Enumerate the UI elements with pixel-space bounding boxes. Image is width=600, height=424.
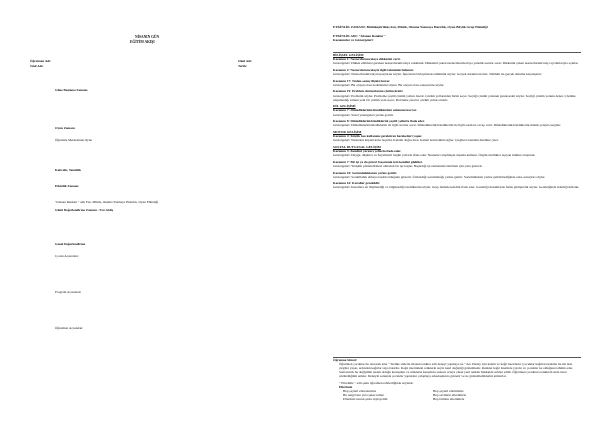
goal-k16-text: Göstergeleri: Kurallara ait bilgilendiği ve bilgilendiği özelliklerini söyler. Grup önünde kendini ifade eder. Gerektiği durumlarda farklı görüşlerini söyler. Gerektiğinde liderliği üstlenir.	[333, 185, 580, 190]
eval-teacher: Öğretmen Açısından:	[55, 326, 84, 330]
activity-plan	[333, 25, 581, 42]
goal-k1-title: Kazanım 1: Nesne/durum/olaya dikkatini verir.	[333, 57, 401, 62]
section-day-evaluation: Günü Değerlendirme Zamanı - Eve Gidiş	[55, 208, 114, 212]
date-label: Tarih:	[238, 64, 247, 68]
goal-k4-text: Göstergeleri: Nesneleri kaptan kaba boşaltır. Kalemi doğru tutar. Kalem kontrolünü sağlar. Çizgileri istenilen nitelikte çizer.	[333, 138, 499, 143]
goal-k4-title: Kazanım 4: Küçük kas kullanımı gerektiren hareketleri yapar.	[333, 134, 423, 139]
goal-k10-text: Göstergeleri: Sorumluluk almaya istekli olduğunu gösterir. Üstlendiği sorumluluğu yerine getirir. Sorumluluklar yerine getirilmediğinde olası sonuçları söyler.	[333, 174, 546, 179]
section-play-time: Oyun Zamanı	[55, 126, 75, 130]
section-activity-name: "Islanan Renkler " adlı Fen, Müzik, Okuma Yazmaya Hazırlık, Oyun Etkinliği	[55, 200, 159, 204]
goals-list	[333, 53, 581, 189]
goal-k17-title: Kazanım 17: Neden-sonuç ilişkisi kurar.	[333, 78, 391, 83]
process-heading: Öğrenme Süreci:	[333, 358, 358, 362]
section-general-evaluation: Genel Değerlendirme	[55, 242, 86, 246]
social-heading: SOSYAL DUYGUSAL GELİŞİM	[333, 144, 381, 149]
goal-k8-title: Kazanım 8: Dinlediklerini/izlediklerini çeşitli yollarla ifade eder.	[333, 119, 425, 124]
goal-k1-text: Göstergeleri: Dikkat edilmesi gereken nesne/durum/olaya odaklanır. Dikkatini çeken nesne/durum/olaya yönelik sorular sorar. Dikkatini çeken nesne/durum/olayı ayrıntılarıyla açıklar.	[333, 61, 579, 66]
song-line: Hep seviniriz ellerimizle	[433, 393, 467, 398]
flow-title: EĞİTİM AKIŞI	[130, 40, 155, 44]
goal-k10-title: Kazanım 10: Sorumluluklarını yerine getirir.	[333, 170, 398, 175]
goal-k17-text: Göstergeleri: Bir olayın olası nedenlerini söyler. Bir olayın olası sonuçlarını söyler.	[333, 82, 445, 87]
process-text: Öğretmen çocuklar ile oturarak ister " Sizinle sizlerle islanan renkler adlı deneyi yapmaya ne " der. Deney için kalem ve kağıt hazırlanır. Çocuklar kağıtları kaleme ile üst üste çizgiler yapar, ardından kağıtlar suya batırılır. Kağıt üzerindeki renklerin suyla nasıl değiştiği gözlemlenir. Renkler kağıt üzerinde yayılır ve çocuklar ne olduğunu tahmin eder. Sonrasında bu değişimin neden olduğu konuşulur ve renklerin karışması sonucu ortaya çıkan yeni renkler hakkında sohbet edilir. Öğretmen çocuklara renklerin suda nasıl çözündüğünü anlatır. Deneyin sonunda çocuklar yaptıkları çalışmayı arkadaşlarına gösterir ve ne gözlemlediklerini anlatırlar.	[339, 362, 574, 379]
eval-program: Program Açısından:	[55, 290, 82, 294]
section-start-of-day: Güne Başlama Zamanı	[55, 88, 88, 92]
goal-k2-title: Kazanım 2: Nesne/durum/olayla ilgili tahminde bulunur.	[333, 67, 414, 72]
song-line: Bu rengi bize yola şakacırımız	[343, 393, 384, 398]
activity-name: ETKİNLİK ADI: "Islanan Renkler "	[333, 34, 387, 39]
goal-k2-text: Göstergeleri: Nesne/durum/olayın ipuçlarını söyler. İpuçlarını birleştirerek tahminini söyler. Gerçek durumu inceler. Tahmini ile gerçek durumu karşılaştırır.	[333, 71, 543, 76]
goals-heading: Kazanımlar ve Göstergeleri:	[333, 38, 374, 43]
goal-k8-text: Göstergeleri: Dinlediklerini/izlediklerini ile ilgili sorular sorar. Dinlediklerini/izlediklerini ile ilgili sorulara cevap verir. Dinlediklerini/izlediklerini müzik yoluyla sergiler.	[333, 123, 561, 128]
learning-process	[333, 358, 581, 402]
goal-k19-title: Kazanım 19: Problem durumlarına çözüm üretir.	[333, 89, 404, 94]
goal-k7b-text: Göstergeleri: Yetişkin yönlendirmesi olmadan bir işe başlar. Başladığı işi zamanında bitirmek için çaba gösterir.	[333, 163, 483, 168]
song-instruction: " Ellerimiz " adlı şarkı öğretmen rehberliğinde söylenir.	[339, 381, 414, 386]
song-line: Hep şeyleri ellerimizle	[433, 389, 464, 394]
section-breakfast: Kahvaltı, Temizlik	[55, 168, 82, 172]
section-activity-time: Etkinlik Zamanı	[55, 184, 79, 188]
song-line-3	[333, 397, 581, 401]
goal-k3-title: Kazanım 3: Kendini yaratıcı yollarla ifade eder.	[333, 148, 402, 153]
activity-time-title: ETKİNLİK ZAMANI: Bütünleştirilmiş Fen, Müzik, Okuma Yazmaya Hazırlık, Oyun Büyük Grup Etkinliği	[333, 25, 488, 29]
song-line: Ellerinizi uzatın şarkı söyleyelim	[343, 397, 388, 402]
goal-k7-text: Göstergeleri: Sözel yönergeleri yerine getirir.	[333, 112, 394, 117]
goal-k19-text: Göstergeleri: Problemi söyler. Probleme çeşitli çözüm yolları önerir. Çözüm yollarından birini seçer. Seçtiği çözüm yolunun gerekçesini söyler. Seçtiği çözüm yolunu dener. Çözüme ulaşamadığı zaman yeni bir çözüm yolu seçer. Probleme yaratıcı çözüm yolları önerir.	[333, 93, 576, 102]
language-heading: DİL GELİŞİMİ	[333, 104, 356, 109]
goal-k7-title: Kazanım 7: Dinlediklerinin/izlediklerinin anlamını kavrar.	[333, 108, 417, 113]
section-learning-center: Öğrenme Merkezinde Oyun	[55, 138, 92, 142]
class-name-label: Sınıf Adı:	[30, 64, 44, 68]
motor-heading: MOTOR GELİŞİM	[333, 129, 362, 134]
song-line: Hep birlikte ellerimizle	[433, 397, 465, 402]
eval-child: Çocuk Açısından:	[55, 254, 79, 258]
song-line: Hep şeyleri elleralarımız	[343, 389, 377, 394]
cognitive-heading: BİLİŞSEL GELİŞİM	[333, 53, 364, 57]
goal-k7b-title: Kazanım 7: Bir işi ya da görevi başarmak için kendini güdüler.	[333, 159, 423, 164]
goal-k3-text: Göstergeleri: Duygu, düşünce ve hayallerini özgün yollarla ifade eder. Nesneleri alışılmışın dışında kullanır. Özgün özellikler taşıyan ürünler oluşturur.	[333, 153, 536, 158]
teacher-name-label: Öğretmen Adı:	[30, 59, 52, 63]
school-name-label: Okul Adı:	[238, 59, 253, 63]
day-title: NİSANIN GÜN	[135, 35, 160, 39]
goal-k16-title: Kazanım 16: Kurallar gereklidir.	[333, 181, 381, 186]
song-title: Ellerimiz	[339, 385, 353, 390]
